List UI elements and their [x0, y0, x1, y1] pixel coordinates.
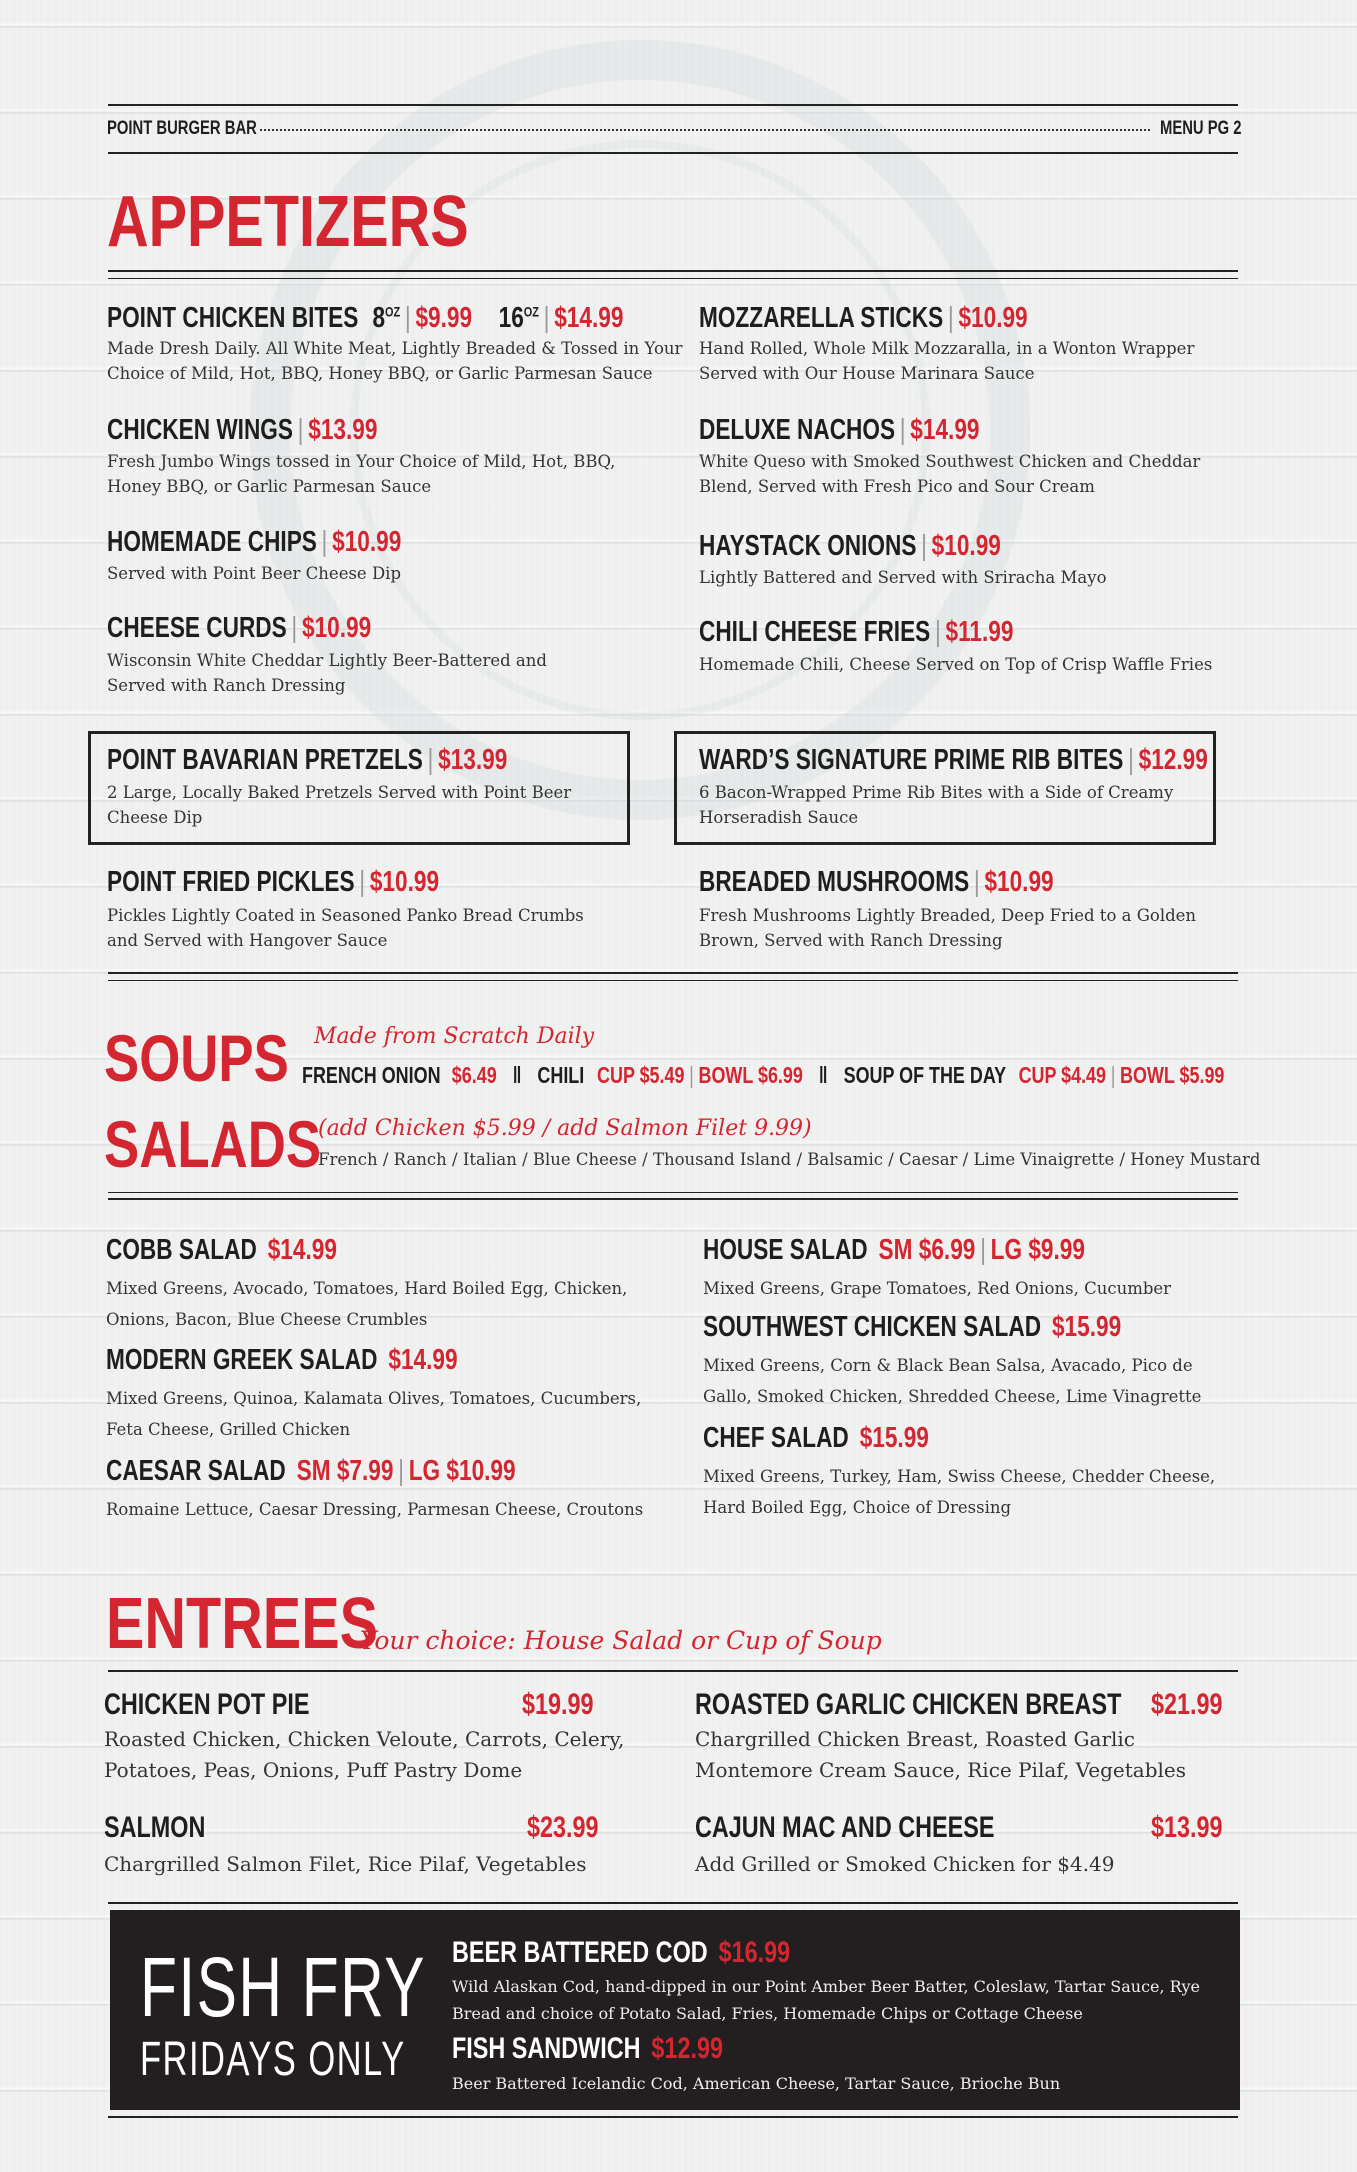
item-description: 6 Bacon-Wrapped Prime Rib Bites with a Side of Creamy Horseradish Sauce [699, 783, 1174, 827]
item-price: $13.99 [1151, 1811, 1223, 1844]
item-name: ROASTED GARLIC CHICKEN BREAST [695, 1688, 1122, 1721]
header-page-number: MENU PG 2 [1160, 118, 1242, 139]
section-rule [108, 972, 1238, 974]
item-price: $11.99 [945, 616, 1014, 648]
item-price: $16.99 [718, 1936, 791, 1969]
menu-item-title [699, 530, 1001, 563]
header-restaurant-name: POINT BURGER BAR [107, 118, 257, 139]
fish-fry-rule-bottom [108, 2116, 1238, 2118]
divider: | [934, 616, 941, 648]
item-name: CAJUN MAC AND CHEESE [695, 1811, 995, 1844]
item-description: Mixed Greens, Avocado, Tomatoes, Hard Boiled Egg, Chicken, Onions, Bacon, Blue Cheese Crumbles [106, 1279, 628, 1329]
item-description: Mixed Greens, Grape Tomatoes, Red Onions, Cucumber [703, 1279, 1172, 1298]
soups-heading: SOUPS [104, 1021, 289, 1095]
divider: | [297, 414, 304, 446]
soup-price: $6.49 [451, 1062, 497, 1088]
item-description: Lightly Battered and Served with Sriracha Mayo [699, 568, 1107, 587]
item-name: SOUTHWEST CHICKEN SALAD [703, 1311, 1042, 1343]
soup-price: BOWL $6.99 [698, 1062, 803, 1088]
item-description: Roasted Chicken, Chicken Veloute, Carrots, Celery, Potatoes, Peas, Onions, Puff Pastry Dome [104, 1727, 625, 1782]
item-price: $10.99 [369, 866, 440, 898]
item-description: Made Dresh Daily. All White Meat, Lightly Breaded & Tossed in Your Choice of Mild, Hot, BBQ, Honey BBQ, or Garlic Parmesan Sauce [107, 339, 683, 383]
item-description: Fresh Mushrooms Lightly Breaded, Deep Fried to a Golden Brown, Served with Ranch Dressing [699, 906, 1197, 950]
menu-item-title [452, 1936, 790, 1970]
divider: | [291, 612, 298, 644]
item-price: $19.99 [522, 1688, 594, 1721]
soup-price: CUP $4.49 [1018, 1062, 1107, 1088]
salads-heading: SALADS [104, 1107, 322, 1181]
item-name: CHICKEN WINGS [107, 414, 293, 446]
fish-fry-rule-top [108, 1902, 1238, 1904]
divider: | [404, 302, 411, 334]
salads-tagline: (add Chicken $5.99 / add Salmon Filet 9.99) [318, 1116, 812, 1141]
item-price: $10.99 [958, 302, 1028, 334]
item-description: Fresh Jumbo Wings tossed in Your Choice of Mild, Hot, BBQ, Honey BBQ, or Garlic Parmesan Sauce [107, 452, 616, 496]
menu-item-title [699, 616, 1013, 649]
item-name: CHILI CHEESE FRIES [699, 616, 931, 648]
item-name: BREADED MUSHROOMS [699, 866, 970, 898]
item-size: 8 [372, 302, 386, 334]
dressing-options: French / Ranch / Italian / Blue Cheese / Thousand Island / Balsamic / Caesar / Lime Vinaigrette / Honey Mustard [318, 1150, 1261, 1169]
divider: | [899, 414, 906, 446]
section-rule [108, 1670, 1238, 1672]
item-name: POINT BAVARIAN PRETZELS [107, 744, 423, 776]
menu-item-title [452, 2032, 723, 2066]
header-rule-bottom [108, 152, 1238, 154]
section-rule [108, 980, 1238, 981]
entrees-heading: ENTREES [106, 1584, 379, 1664]
item-price: $10.99 [332, 526, 402, 558]
item-price: $10.99 [931, 530, 1001, 562]
divider: | [973, 866, 980, 898]
divider: | [1128, 744, 1134, 776]
item-description: Mixed Greens, Turkey, Ham, Swiss Cheese, Chedder Cheese, Hard Boiled Egg, Choice of Dressing [703, 1467, 1216, 1517]
item-price: $15.99 [1051, 1311, 1122, 1343]
divider: | [689, 1062, 694, 1088]
item-description: Wisconsin White Cheddar Lightly Beer-Battered and Served with Ranch Dressing [107, 651, 547, 695]
item-price: SM $7.99 [296, 1455, 394, 1487]
soups-tagline: Made from Scratch Daily [314, 1024, 595, 1049]
soup-name: SOUP OF THE DAY [843, 1062, 1006, 1088]
item-name: FISH SANDWICH [452, 2032, 641, 2065]
appetizers-heading: APPETIZERS [107, 182, 469, 262]
divider: | [947, 302, 954, 334]
section-rule [108, 1198, 1238, 1200]
divider: | [398, 1455, 405, 1487]
item-size-unit: OZ [385, 303, 401, 320]
menu-item-title [699, 744, 1208, 777]
item-price: $14.99 [267, 1234, 337, 1266]
item-price: SM $6.99 [878, 1234, 976, 1266]
menu-item-title [703, 1311, 1121, 1344]
item-description: 2 Large, Locally Baked Pretzels Served with Point Beer Cheese Dip [107, 783, 572, 827]
appetizers-rule-1 [108, 270, 1238, 272]
item-description: Mixed Greens, Corn & Black Bean Salsa, Avacado, Pico de Gallo, Smoked Chicken, Shredded Cheese, Lime Vinagrette [703, 1356, 1202, 1406]
item-description: Romaine Lettuce, Caesar Dressing, Parmesan Cheese, Croutons [106, 1500, 644, 1519]
item-name: POINT CHICKEN BITES [107, 302, 359, 334]
item-description: Beer Battered Icelandic Cod, American Cheese, Tartar Sauce, Brioche Bun [452, 2074, 1061, 2093]
divider: | [427, 744, 434, 776]
item-name: CAESAR SALAD [106, 1455, 286, 1487]
entrees-tagline: Your choice: House Salad or Cup of Soup [360, 1626, 882, 1655]
item-price: $23.99 [527, 1811, 599, 1844]
item-price: $14.99 [910, 414, 980, 446]
menu-item-title [703, 1234, 1085, 1267]
item-name: CHEESE CURDS [107, 612, 287, 644]
item-price: $14.99 [554, 302, 624, 334]
item-description: Served with Point Beer Cheese Dip [107, 564, 402, 583]
menu-item-title [107, 302, 623, 335]
item-price: $9.99 [415, 302, 473, 334]
item-name: HAYSTACK ONIONS [699, 530, 917, 562]
menu-item-title [107, 526, 401, 559]
menu-item-title [107, 744, 507, 777]
item-size-unit: OZ [523, 303, 539, 320]
item-name: COBB SALAD [106, 1234, 257, 1266]
fish-fry-subheading: FRIDAYS ONLY [140, 2033, 406, 2086]
soup-name: CHILI [537, 1062, 585, 1088]
item-description: White Queso with Smoked Southwest Chicken and Cheddar Blend, Served with Fresh Pico and Sour Cream [699, 452, 1201, 496]
divider: | [921, 530, 928, 562]
item-price: $13.99 [308, 414, 378, 446]
item-price: $15.99 [859, 1422, 929, 1454]
item-name: POINT FRIED PICKLES [107, 866, 355, 898]
item-description: Chargrilled Chicken Breast, Roasted Garlic Montemore Cream Sauce, Rice Pilaf, Vegetables [695, 1727, 1187, 1782]
item-name: MODERN GREEK SALAD [106, 1344, 378, 1376]
section-rule [108, 1192, 1238, 1193]
item-price: $13.99 [438, 744, 508, 776]
menu-item-title [106, 1455, 516, 1488]
soups-list [302, 1062, 1224, 1089]
menu-item-title [699, 866, 1054, 899]
menu-item-title [106, 1234, 337, 1267]
item-price: LG $9.99 [990, 1234, 1085, 1266]
item-price: $12.99 [651, 2032, 723, 2065]
menu-item-title [107, 414, 377, 447]
item-price: $21.99 [1151, 1688, 1223, 1721]
menu-item-title [699, 414, 979, 447]
item-price: LG $10.99 [408, 1455, 516, 1487]
divider: ‖ [512, 1062, 522, 1088]
divider: | [359, 866, 366, 898]
item-name: DELUXE NACHOS [699, 414, 896, 446]
header-rule-top [108, 104, 1238, 106]
item-description: Homemade Chili, Cheese Served on Top of Crisp Waffle Fries [699, 655, 1213, 674]
menu-item-title [703, 1422, 929, 1455]
divider: | [1110, 1062, 1116, 1088]
item-name: MOZZARELLA STICKS [699, 302, 944, 334]
item-name: CHEF SALAD [703, 1422, 849, 1454]
item-name: SALMON [104, 1811, 206, 1844]
item-description: Chargrilled Salmon Filet, Rice Pilaf, Vegetables [104, 1852, 587, 1876]
item-description: Hand Rolled, Whole Milk Mozzaralla, in a Wonton Wrapper Served with Our House Marinara Sauce [699, 339, 1195, 383]
menu-item-title [107, 866, 439, 899]
header-dot-leader [260, 129, 1150, 131]
soup-price: CUP $5.49 [597, 1062, 685, 1088]
item-price: $10.99 [301, 612, 372, 644]
divider: | [321, 526, 328, 558]
soup-name: FRENCH ONION [302, 1062, 441, 1088]
item-size: 16 [498, 302, 524, 334]
menu-item-title [106, 1344, 458, 1377]
item-description: Pickles Lightly Coated in Seasoned Panko Bread Crumbs and Served with Hangover Sauce [107, 906, 584, 950]
divider: | [543, 302, 550, 334]
divider: ‖ [818, 1062, 828, 1088]
item-name: WARD’S SIGNATURE PRIME RIB BITES [699, 744, 1124, 776]
item-name: BEER BATTERED COD [452, 1936, 708, 1969]
item-name: CHICKEN POT PIE [104, 1688, 310, 1721]
appetizers-rule-2 [108, 278, 1238, 279]
item-price: $12.99 [1138, 744, 1208, 776]
soup-price: BOWL $5.99 [1120, 1062, 1225, 1088]
menu-item-title [107, 612, 371, 645]
divider: | [980, 1234, 986, 1266]
fish-fry-heading: FISH FRY [140, 1940, 426, 2034]
item-description: Mixed Greens, Quinoa, Kalamata Olives, Tomatoes, Cucumbers, Feta Cheese, Grilled Chicken [106, 1389, 642, 1439]
item-name: HOMEMADE CHIPS [107, 526, 317, 558]
menu-item-title [699, 302, 1028, 335]
item-price: $10.99 [984, 866, 1054, 898]
item-name: HOUSE SALAD [703, 1234, 868, 1266]
item-description: Add Grilled or Smoked Chicken for $4.49 [695, 1852, 1115, 1876]
item-description: Wild Alaskan Cod, hand-dipped in our Point Amber Beer Batter, Coleslaw, Tartar Sauce, Rye Bread and choice of Potato Salad, Fries, Homemade Chips or Cottage Cheese [452, 1977, 1200, 2023]
item-price: $14.99 [388, 1344, 458, 1376]
